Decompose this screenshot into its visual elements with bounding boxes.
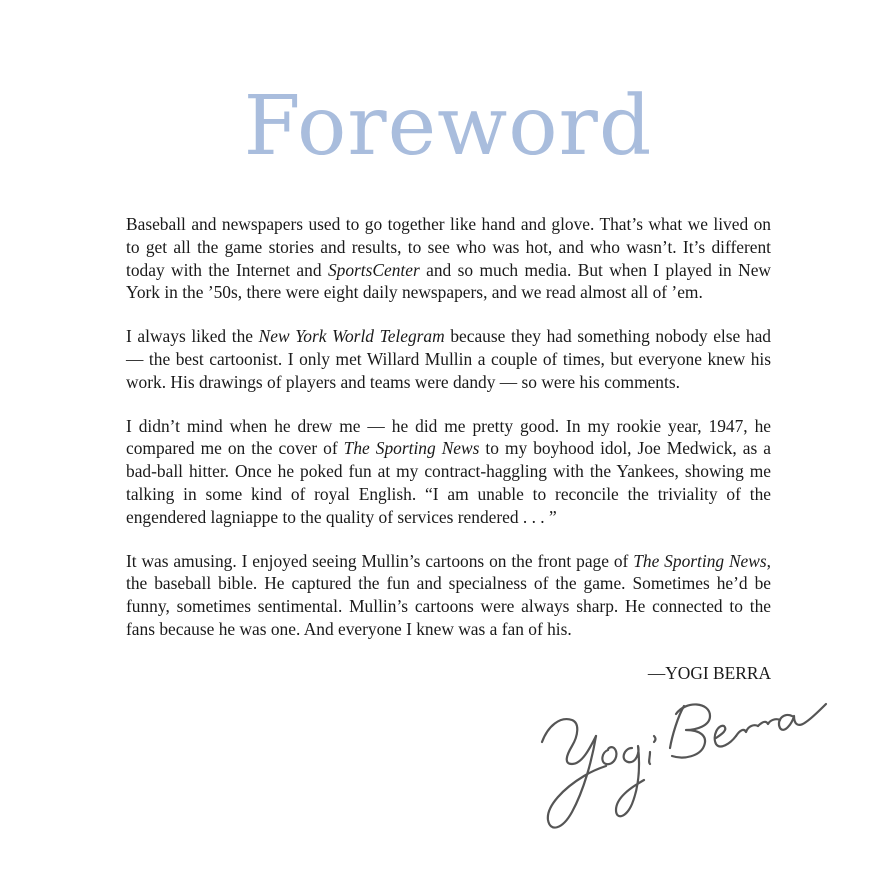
paragraph-3-text-b: to my boyhood idol, Joe Medwick, as a bad-ball hitter. Once he poked fun at my contract-haggling with the Yankees, showing me talking in some kind of royal English. “I am unable to reconcile the triviality of the engendered lagniappe to the quality of services rendered . . . ” [126,438,772,527]
paragraph-4 [126,550,771,641]
paragraph-3-italic: The Sporting News [343,438,480,459]
paragraph-4-italic: The Sporting News [633,550,767,571]
signature-icon [520,680,830,840]
paragraph-4-text-a: It was amusing. I enjoyed seeing Mullin’s cartoons on the front page of [126,550,634,571]
page-title: Foreword [243,79,653,174]
paragraph-2-italic: New York World Telegram [258,326,445,347]
paragraph-4-text-b: , the baseball bible. He captured the fun and specialness of the game. Sometimes he’d be funny, sometimes sentimental. Mullin’s cartoons were always sharp. He connected to the fans because he was one. And everyone I knew was a fan of his. [126,550,772,639]
paragraph-1 [126,213,771,304]
paragraph-1-text-a: Baseball and newspapers used to go together like hand and glove. That’s what we lived on to get all the game stories and results, to see who was hot, and who wasn’t. It’s different today with the Internet and [126,214,771,280]
paragraph-2-text-b: because they had something nobody else had — the best cartoonist. I only met Willard Mullin a couple of times, but everyone knew his work. His drawings of players and teams were dandy — so were his comments. [126,326,771,392]
paragraph-3-text-a: I didn’t mind when he drew me — he did me pretty good. In my rookie year, 1947, he compared me on the cover of [126,415,771,459]
paragraph-1-text-b: and so much media. But when I played in New York in the ’50s, there were eight daily newspapers, and we read almost all of ’em. [126,259,771,303]
foreword-body [126,213,771,662]
paragraph-2 [126,325,771,393]
paragraph-3 [126,415,771,529]
author-attribution: —YOGI BERRA [647,663,771,683]
paragraph-1-italic: SportsCenter [327,259,420,280]
paragraph-2-text-a: I always liked the [126,326,259,347]
